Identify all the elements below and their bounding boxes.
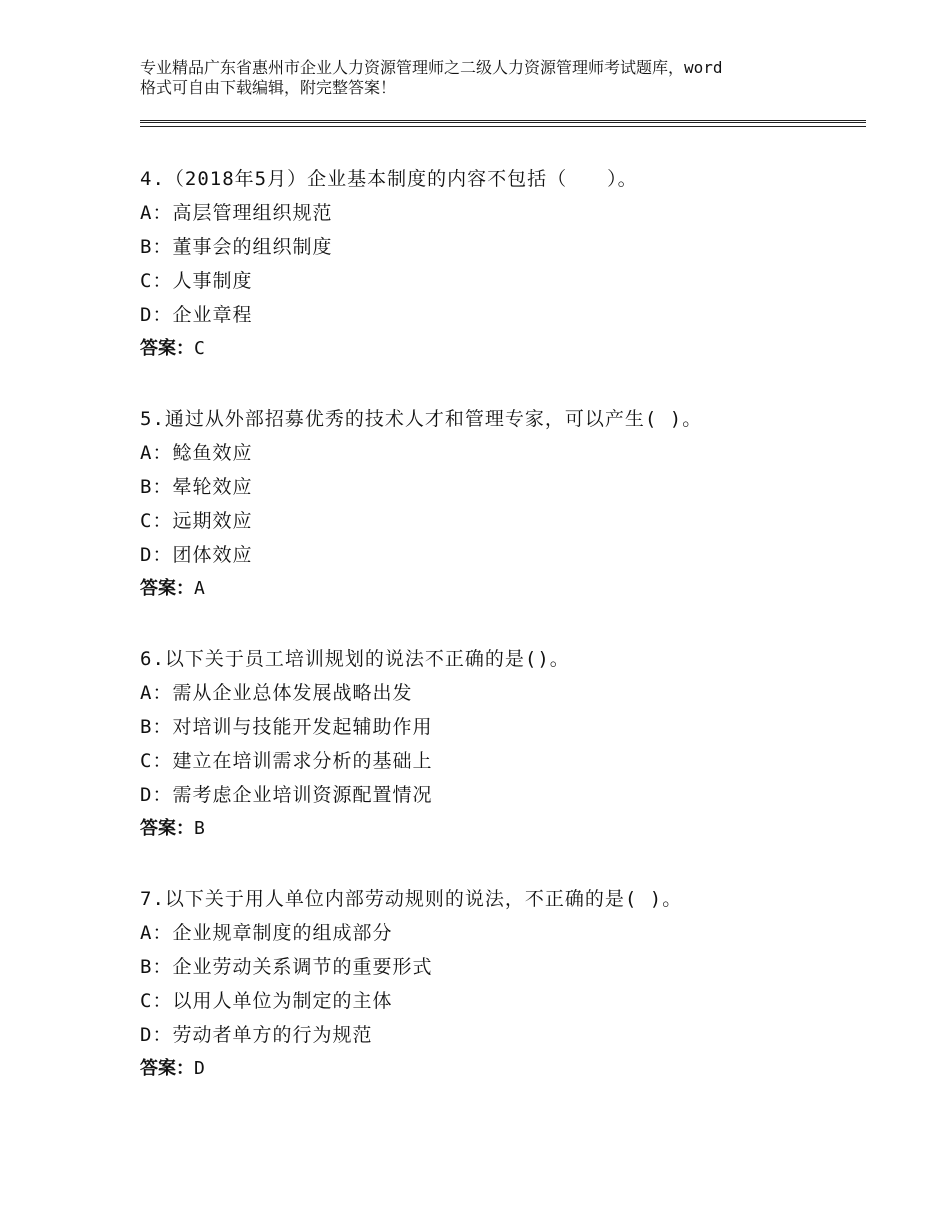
header-title-line-2: 格式可自由下载编辑，附完整答案！	[140, 78, 397, 97]
option-a: A：鲶鱼效应	[140, 442, 253, 464]
question-stem: 4.（2018年5月）企业基本制度的内容不包括（ ）。	[140, 168, 638, 190]
question-list	[140, 162, 860, 1122]
header-title-line-1: 专业精品广东省惠州市企业人力资源管理师之二级人力资源管理师考试题库，word	[140, 58, 723, 77]
question-4	[140, 162, 860, 366]
option-a: A：高层管理组织规范	[140, 202, 333, 224]
option-c: C：远期效应	[140, 510, 253, 532]
question-stem: 7.以下关于用人单位内部劳动规则的说法，不正确的是( )。	[140, 888, 683, 910]
question-stem: 5.通过从外部招募优秀的技术人才和管理专家，可以产生( )。	[140, 408, 703, 430]
option-a: A：需从企业总体发展战略出发	[140, 682, 413, 704]
answer-label: 答案：	[140, 578, 194, 599]
question-stem: 6.以下关于员工培训规划的说法不正确的是()。	[140, 648, 570, 670]
question-7	[140, 882, 860, 1086]
answer-label: 答案：	[140, 818, 194, 839]
option-c: C：建立在培训需求分析的基础上	[140, 750, 433, 772]
option-a: A：企业规章制度的组成部分	[140, 922, 393, 944]
option-b: B：企业劳动关系调节的重要形式	[140, 956, 433, 978]
answer-value: C	[194, 338, 205, 359]
option-d: D：团体效应	[140, 544, 253, 566]
header-divider	[140, 120, 866, 123]
option-d: D：劳动者单方的行为规范	[140, 1024, 373, 1046]
option-b: B：对培训与技能开发起辅助作用	[140, 716, 433, 738]
option-b: B：晕轮效应	[140, 476, 253, 498]
option-d: D：需考虑企业培训资源配置情况	[140, 784, 433, 806]
answer-line	[140, 332, 860, 366]
question-5	[140, 402, 860, 606]
answer-label: 答案：	[140, 1058, 194, 1079]
question-6	[140, 642, 860, 846]
answer-line	[140, 572, 860, 606]
document-header	[140, 58, 840, 98]
answer-value: D	[194, 1058, 205, 1079]
answer-value: B	[194, 818, 205, 839]
header-divider-thin	[140, 126, 866, 127]
answer-line	[140, 1052, 860, 1086]
answer-line	[140, 812, 860, 846]
answer-label: 答案：	[140, 338, 194, 359]
option-b: B：董事会的组织制度	[140, 236, 333, 258]
answer-value: A	[194, 578, 205, 599]
option-d: D：企业章程	[140, 304, 253, 326]
option-c: C：以用人单位为制定的主体	[140, 990, 393, 1012]
option-c: C：人事制度	[140, 270, 253, 292]
